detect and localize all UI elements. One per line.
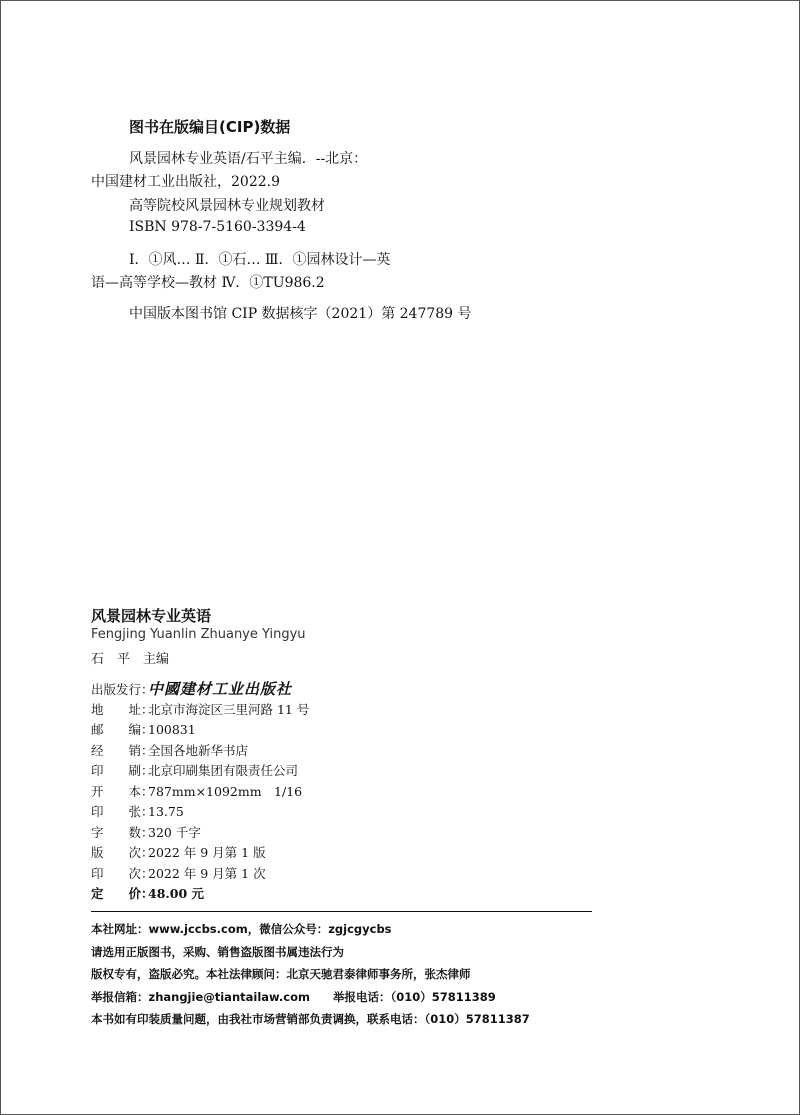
detail-label: 印 次： bbox=[91, 865, 154, 881]
footer-copyright: 版权专有，盗版必究。本社法律顾问：北京天驰君泰律师事务所，张杰律师 bbox=[91, 967, 471, 982]
detail-row-word-count bbox=[91, 823, 591, 844]
detail-row-format bbox=[91, 782, 591, 803]
cip-line-cip-number: 中国版本图书馆 CIP 数据核字（2021）第 247789 号 bbox=[129, 306, 472, 322]
detail-row-publisher bbox=[91, 679, 591, 700]
detail-row-address bbox=[91, 700, 591, 721]
detail-row-postcode bbox=[91, 720, 591, 741]
footer-report: 举报信箱：zhangjie@tiantailaw.com 举报电话：（010）57811389 bbox=[91, 989, 496, 1004]
detail-value: 48.00 元 bbox=[148, 886, 204, 901]
detail-label: 印 张： bbox=[91, 804, 154, 819]
detail-value: 北京印刷集团有限责任公司 bbox=[148, 763, 299, 778]
detail-row-edition bbox=[91, 843, 591, 864]
detail-value: 2022 年 9 月第 1 版 bbox=[148, 845, 266, 860]
cip-line-subject-1: Ⅰ．①风… Ⅱ．①石… Ⅲ．①园林设计—英 bbox=[129, 252, 391, 268]
publisher-logo: 中國建材工业出版社 bbox=[148, 680, 293, 698]
detail-label: 经 销： bbox=[91, 742, 154, 758]
detail-row-price bbox=[91, 884, 591, 905]
book-pinyin: Fengjing Yuanlin Zhuanye Yingyu bbox=[91, 627, 306, 642]
footer-notices bbox=[91, 918, 691, 1031]
detail-label: 定 价： bbox=[91, 886, 154, 901]
cip-title: 图书在版编目(CIP)数据 bbox=[129, 118, 291, 136]
detail-label: 出版发行： bbox=[91, 682, 154, 697]
cip-line-title-author: 风景园林专业英语/石平主编．--北京： bbox=[129, 151, 368, 167]
detail-value: 320 千字 bbox=[148, 824, 201, 840]
book-author: 石 平 主编 bbox=[91, 652, 170, 667]
detail-label: 开 本： bbox=[91, 783, 154, 799]
publication-details bbox=[91, 679, 591, 905]
cip-line-subject-2: 语—高等学校—教材 Ⅳ．①TU986.2 bbox=[91, 275, 325, 291]
footer-purchase-notice: 请选用正版图书，采购、销售盗版图书属违法行为 bbox=[91, 944, 344, 959]
footer-divider bbox=[91, 911, 592, 912]
detail-value: 北京市海淀区三里河路 11 号 bbox=[148, 701, 310, 717]
detail-value: 全国各地新华书店 bbox=[148, 742, 249, 758]
cip-line-isbn: ISBN 978-7-5160-3394-4 bbox=[129, 219, 306, 235]
cip-line-publisher: 中国建材工业出版社，2022.9 bbox=[91, 174, 280, 190]
detail-label: 印 刷： bbox=[91, 763, 154, 778]
detail-label: 字 数： bbox=[91, 824, 154, 840]
detail-label: 版 次： bbox=[91, 845, 154, 860]
detail-row-printing bbox=[91, 864, 591, 885]
detail-label: 地 址： bbox=[91, 701, 154, 717]
detail-value: 2022 年 9 月第 1 次 bbox=[148, 865, 266, 881]
detail-value: 13.75 bbox=[148, 804, 184, 819]
detail-row-printer bbox=[91, 761, 591, 782]
detail-row-distributor bbox=[91, 741, 591, 762]
book-title: 风景园林专业英语 bbox=[91, 607, 212, 625]
detail-value: 100831 bbox=[148, 722, 196, 737]
footer-quality: 本书如有印装质量问题，由我社市场营销部负责调换，联系电话：（010）57811387 bbox=[91, 1012, 530, 1027]
footer-website: 本社网址：www.jccbs.com，微信公众号：zgjcgycbs bbox=[91, 922, 392, 936]
detail-value: 787mm×1092mm 1/16 bbox=[148, 783, 303, 799]
detail-row-sheets bbox=[91, 802, 591, 823]
cip-line-series: 高等院校风景园林专业规划教材 bbox=[129, 198, 325, 214]
detail-label: 邮 编： bbox=[91, 722, 154, 737]
